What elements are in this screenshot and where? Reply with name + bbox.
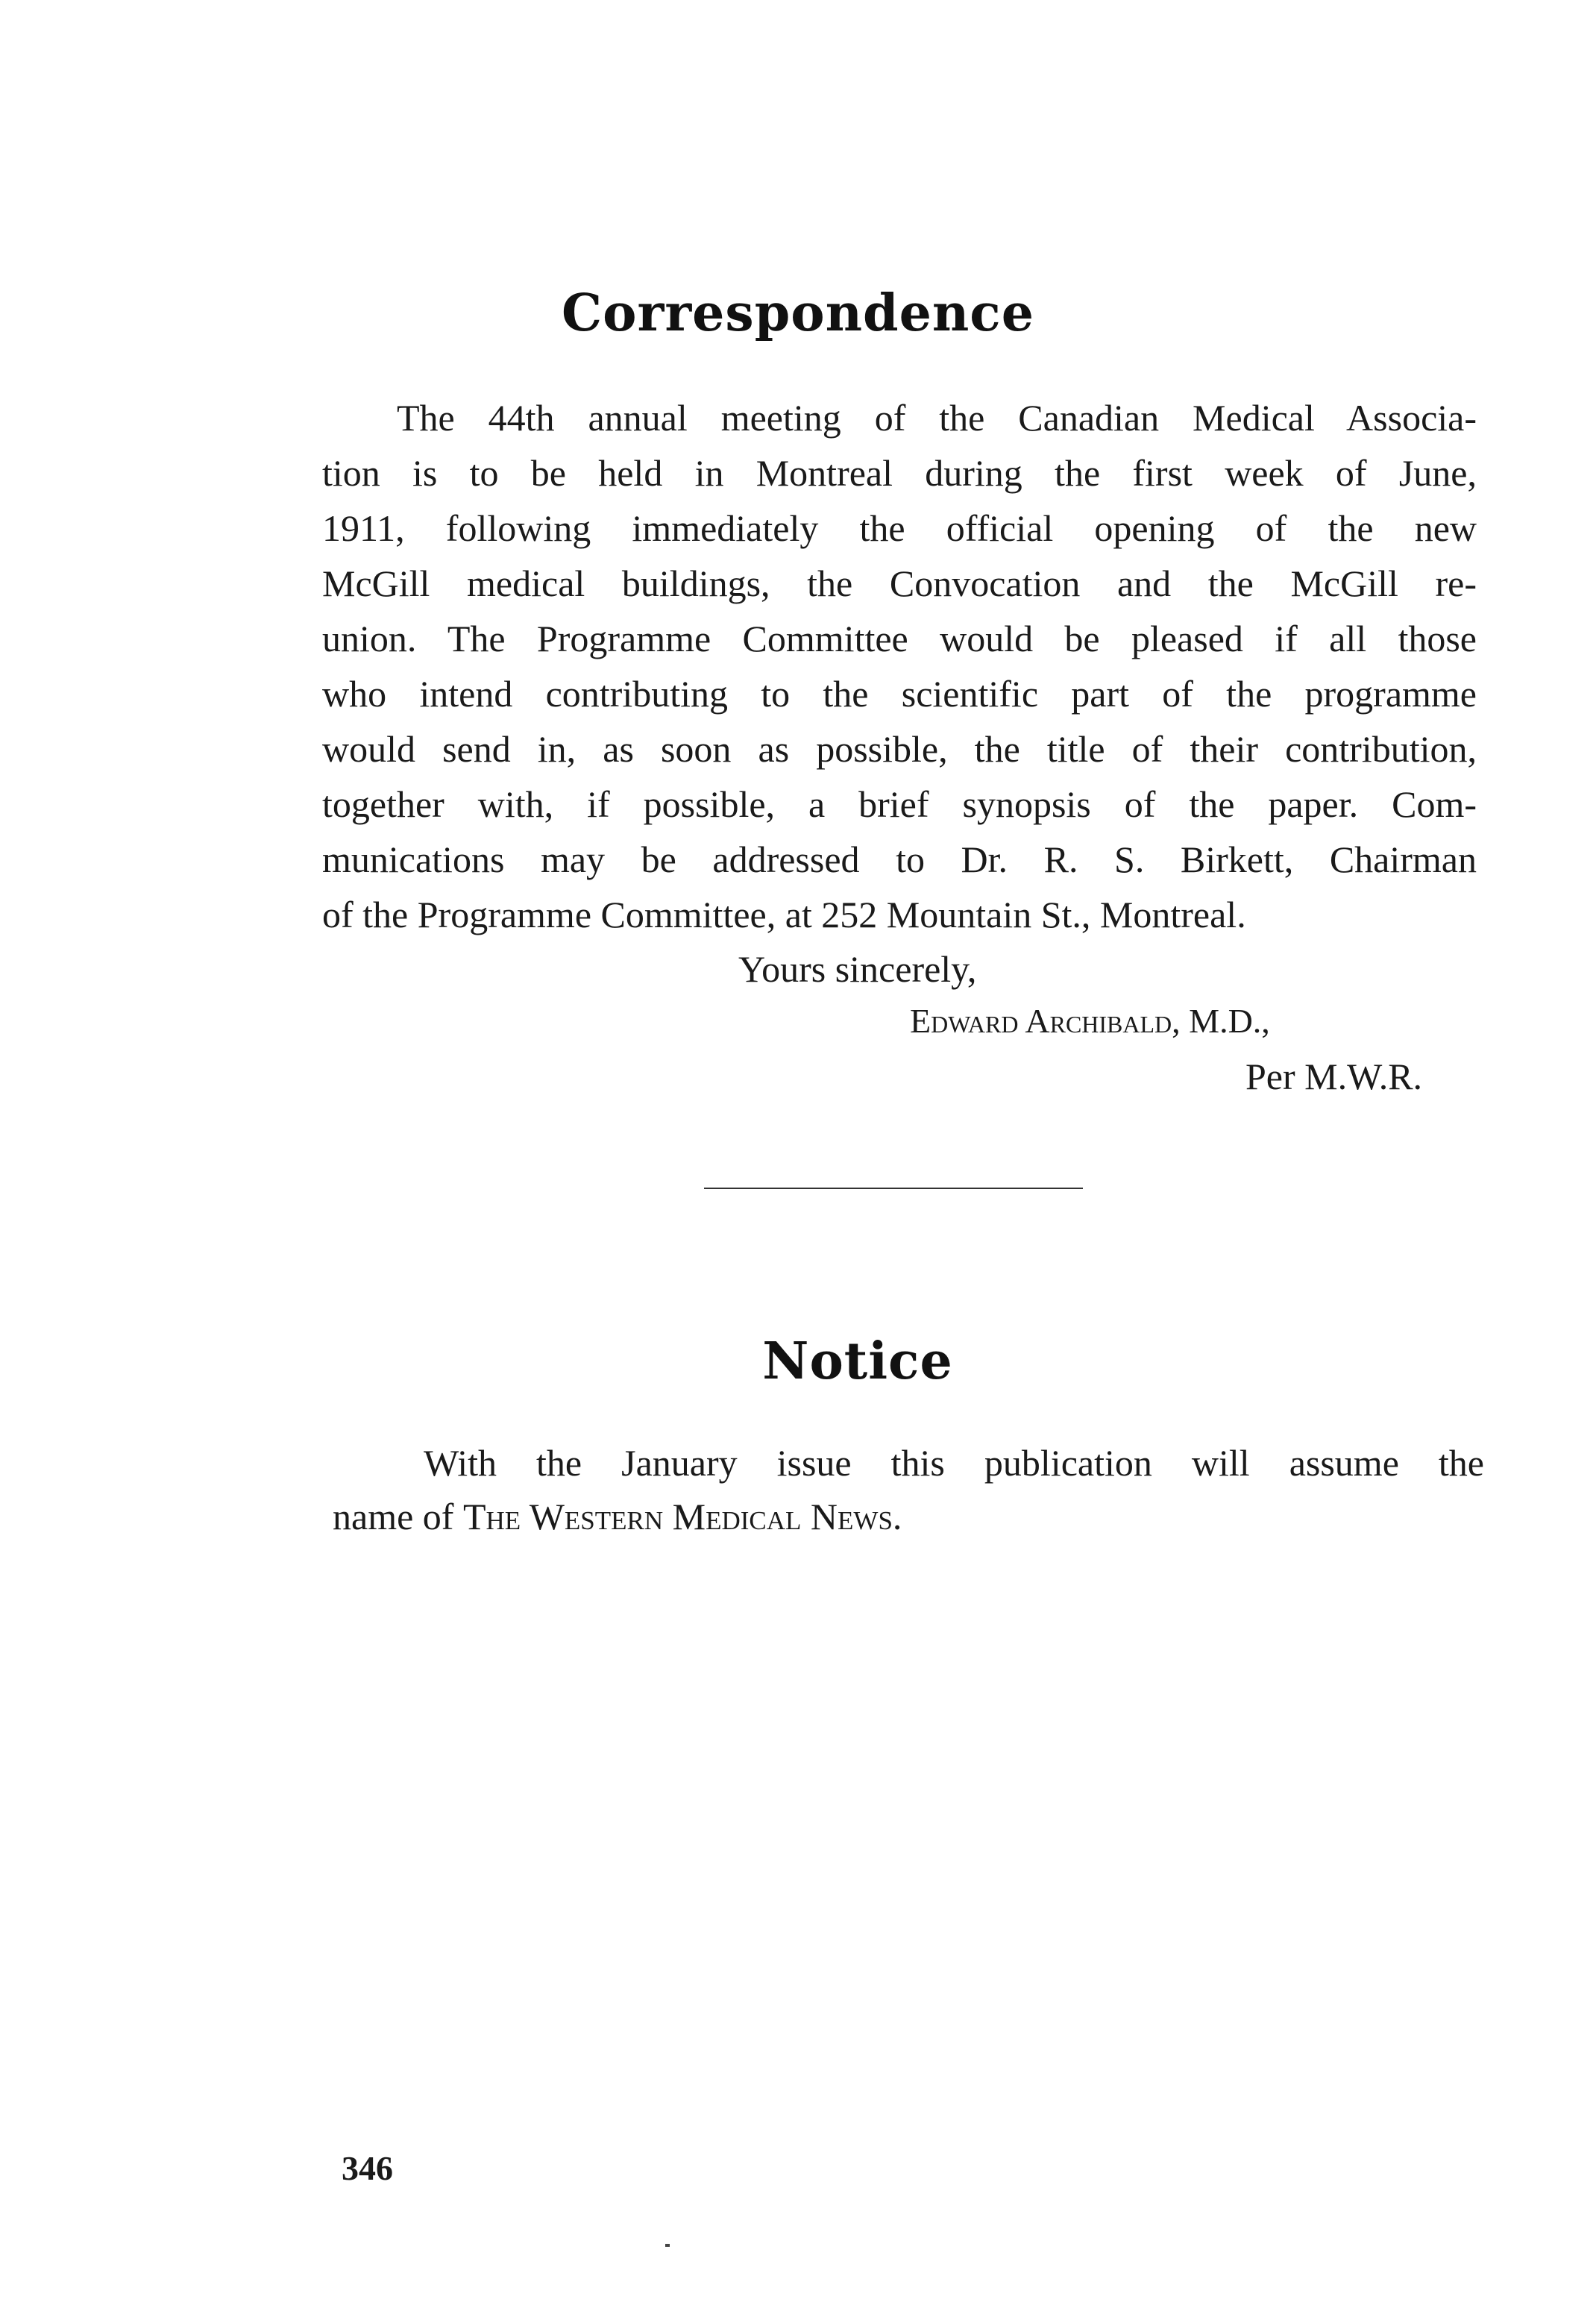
- correspondence-line: together with, if possible, a brief synopsis of the paper. Com-: [322, 783, 1477, 825]
- notice-heading: Notice: [762, 1332, 953, 1391]
- page-number: 346: [342, 2149, 393, 2187]
- signature-per: Per M.W.R.: [1245, 1056, 1423, 1097]
- section-divider: [704, 1188, 1083, 1189]
- correspondence-line: munications may be addressed to Dr. R. S. Birkett, Chairman: [322, 838, 1477, 880]
- correspondence-line: of the Programme Committee, at 252 Mountain St., Montreal.: [322, 894, 1246, 935]
- correspondence-line: who intend contributing to the scientific part of the programme: [322, 673, 1477, 715]
- publication-name: The Western Medical News.: [462, 1496, 902, 1537]
- correspondence-line: would send in, as soon as possible, the title of their contribution,: [322, 728, 1477, 770]
- correspondence-line: union. The Programme Committee would be pleased if all those: [322, 618, 1477, 659]
- print-speck: [665, 2244, 670, 2247]
- closing-salutation: Yours sincerely,: [738, 948, 977, 990]
- correspondence-line: McGill medical buildings, the Convocation and the McGill re-: [322, 562, 1477, 604]
- correspondence-heading: Correspondence: [562, 283, 1034, 343]
- notice-line-prefix: name of: [333, 1496, 463, 1537]
- notice-line: [333, 1495, 902, 1538]
- notice-line: With the January issue this publication will assume the: [424, 1442, 1484, 1484]
- correspondence-line: The 44th annual meeting of the Canadian Medical Associa-: [397, 397, 1477, 439]
- signature: Edward Archibald, M.D.,: [910, 1002, 1270, 1040]
- correspondence-line: 1911, following immediately the official opening of the new: [322, 507, 1477, 549]
- correspondence-line: tion is to be held in Montreal during the first week of June,: [322, 452, 1477, 494]
